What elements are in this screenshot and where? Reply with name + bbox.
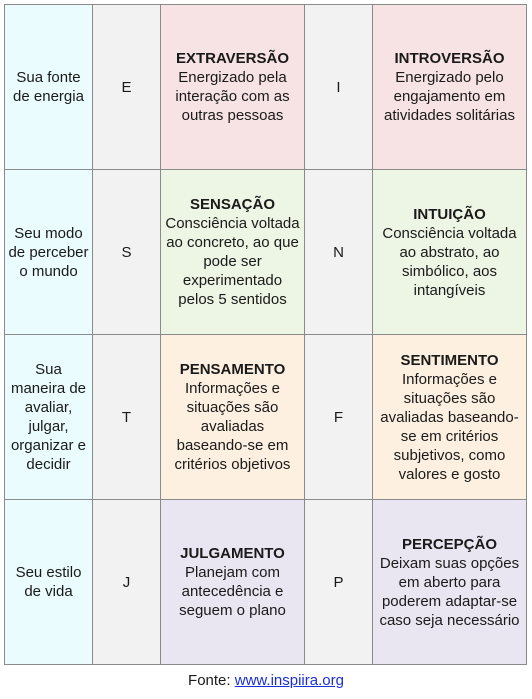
personality-types-table (4, 4, 527, 665)
trait-title: EXTRAVERSÃO (175, 50, 290, 67)
letter-cell (93, 5, 161, 170)
dimension-cell (5, 170, 93, 335)
source-caption (0, 672, 532, 689)
table-row-lifestyle (5, 500, 527, 665)
dimension-cell (5, 335, 93, 500)
type-letter: J (122, 573, 131, 591)
trait-description: Deixam suas opções em aberto para poderem adaptar-se caso seja necessário (379, 554, 520, 629)
table-row-judgment (5, 335, 527, 500)
trait-description: Energizado pela interação com as outras pessoas (175, 69, 290, 124)
trait-cell (373, 5, 527, 170)
letter-cell (305, 335, 373, 500)
dimension-label: Sua maneira de avaliar, julgar, organizar e decidir (10, 361, 87, 473)
source-link[interactable]: www.inspiira.org (234, 672, 344, 689)
letter-cell (305, 500, 373, 665)
trait-description: Consciência voltada ao concreto, ao que pode ser experimentado pelos 5 sentidos (165, 215, 300, 308)
trait-title: PERCEPÇÃO (401, 535, 498, 553)
type-letter: N (333, 243, 344, 261)
trait-title: PENSAMENTO (179, 361, 286, 378)
letter-cell (305, 5, 373, 170)
letter-cell (93, 500, 161, 665)
type-letter: E (121, 78, 132, 96)
trait-title: SENSAÇÃO (189, 196, 275, 213)
trait-title: SENTIMENTO (400, 351, 499, 369)
letter-cell (93, 170, 161, 335)
letter-cell (93, 335, 161, 500)
type-letter: T (121, 408, 132, 426)
type-letter: I (336, 78, 341, 96)
source-label: Fonte: (188, 672, 231, 689)
trait-description: Informações e situações são avaliadas baseando-se em critérios objetivos (174, 380, 291, 473)
type-letter: P (333, 573, 344, 591)
trait-description: Planejam com antecedência e seguem o plano (179, 564, 286, 619)
type-letter: S (121, 243, 132, 261)
trait-description: Energizado pelo engajamento em atividades solitárias (384, 69, 515, 124)
dimension-label: Seu modo de perceber o mundo (8, 224, 89, 280)
dimension-cell (5, 5, 93, 170)
dimension-label: Sua fonte de energia (13, 69, 84, 105)
trait-cell (161, 5, 305, 170)
trait-title: INTUIÇÃO (413, 205, 486, 223)
trait-cell (373, 500, 527, 665)
trait-cell (161, 335, 305, 500)
trait-cell (161, 500, 305, 665)
trait-title: JULGAMENTO (180, 545, 285, 562)
letter-cell (305, 170, 373, 335)
trait-cell (373, 335, 527, 500)
trait-description: Informações e situações são avaliadas baseando-se em critérios subjetivos, como valores e gosto (380, 370, 519, 483)
dimension-cell (5, 500, 93, 665)
dimension-label: Seu estilo de vida (15, 564, 82, 600)
table-row-perception (5, 170, 527, 335)
trait-cell (373, 170, 527, 335)
trait-description: Consciência voltada ao abstrato, ao simbólico, aos intangíveis (382, 224, 517, 299)
trait-cell (161, 170, 305, 335)
table-row-energy (5, 5, 527, 170)
trait-title: INTROVERSÃO (394, 50, 505, 67)
type-letter: F (333, 408, 344, 426)
